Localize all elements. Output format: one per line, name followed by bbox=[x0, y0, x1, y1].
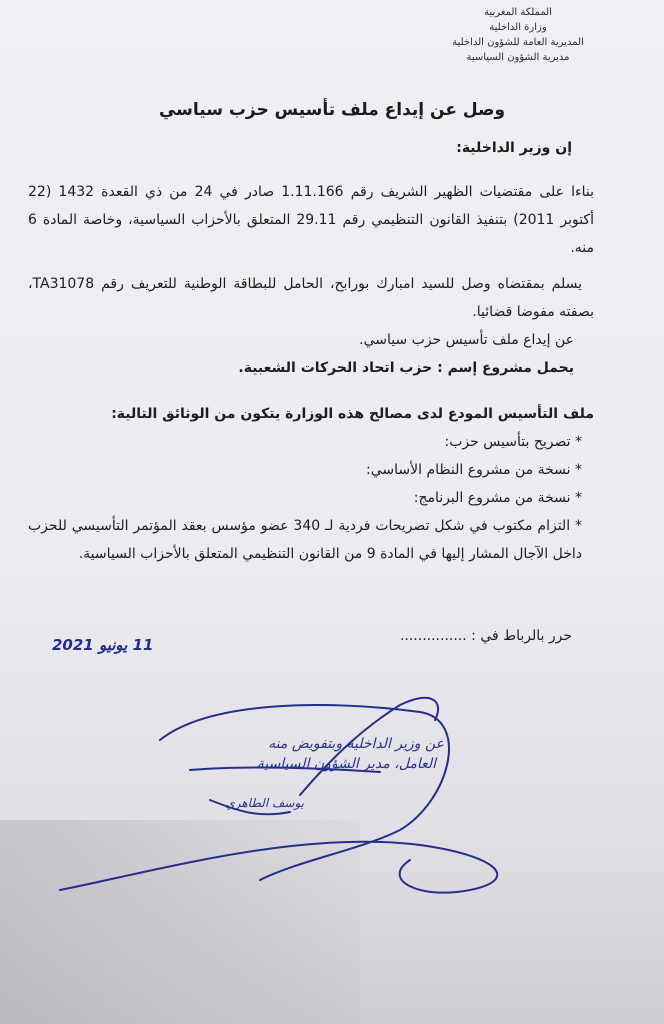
document-item: * نسخة من مشروع البرنامج: bbox=[413, 490, 582, 506]
document-item: * التزام مكتوب في شكل تصريحات فردية لـ 340 عضو مؤسس بعقد المؤتمر التأسيسي للحزب داخل الآجال المشار إليها في المادة 9 من القانون التنظيمي المتعلق بالأحزاب السياسية. bbox=[28, 518, 582, 562]
documents-intro: ملف التأسيس المودع لدى مصالح هذه الوزارة يتكون من الوثائق التالية: bbox=[111, 406, 594, 422]
document-title: وصل عن إيداع ملف تأسيس حزب سياسي bbox=[158, 100, 506, 120]
letterhead-line-directorate: مديرية الشؤون السياسية bbox=[466, 52, 570, 63]
paragraph-receipt: يسلم بمقتضاه وصل للسيد امبارك بورابح، الحامل للبطاقة الوطنية للتعريف رقم TA31078، بصفته مفوضا قضائيا. bbox=[28, 276, 594, 320]
signature-line-delegation: عن وزير الداخلية وبتفويض منه bbox=[268, 736, 444, 752]
letterhead-line-ministry: وزارة الداخلية bbox=[489, 22, 547, 33]
letterhead-line-kingdom: المملكة المغربية bbox=[484, 7, 552, 18]
document-item: * تصريح بتأسيس حزب: bbox=[444, 434, 582, 450]
signature-swoop bbox=[60, 842, 497, 893]
document-item: * نسخة من مشروع النظام الأساسي: bbox=[366, 462, 582, 478]
paragraph-legal-basis: بناءا على مقتضيات الظهير الشريف رقم 1.11.166 صادر في 24 من ذي القعدة 1432 (22 أكتوبر 2011) بتنفيذ القانون التنظيمي رقم 29.11 المتعلق بالأحزاب السياسية، وخاصة المادة 6 منه. bbox=[28, 184, 594, 256]
deposit-line: عن إيداع ملف تأسيس حزب سياسي. bbox=[359, 332, 574, 348]
signature-loop bbox=[160, 705, 449, 880]
signature-name: يوسف الطاهري bbox=[225, 796, 304, 810]
project-name: يحمل مشروع إسم : حزب اتحاد الحركات الشعبية. bbox=[238, 360, 574, 376]
addressee: إن وزير الداخلية: bbox=[456, 140, 572, 156]
date-stamp: 11 يونيو 2021 bbox=[52, 636, 154, 654]
place-dots: ............... bbox=[399, 628, 467, 644]
place-label: حرر بالرباط في : bbox=[471, 628, 572, 644]
letterhead-line-directorate-general: المديرية العامة للشؤون الداخلية bbox=[452, 37, 584, 48]
signature-line-title: العامل، مدير الشؤون السياسية bbox=[256, 756, 436, 772]
